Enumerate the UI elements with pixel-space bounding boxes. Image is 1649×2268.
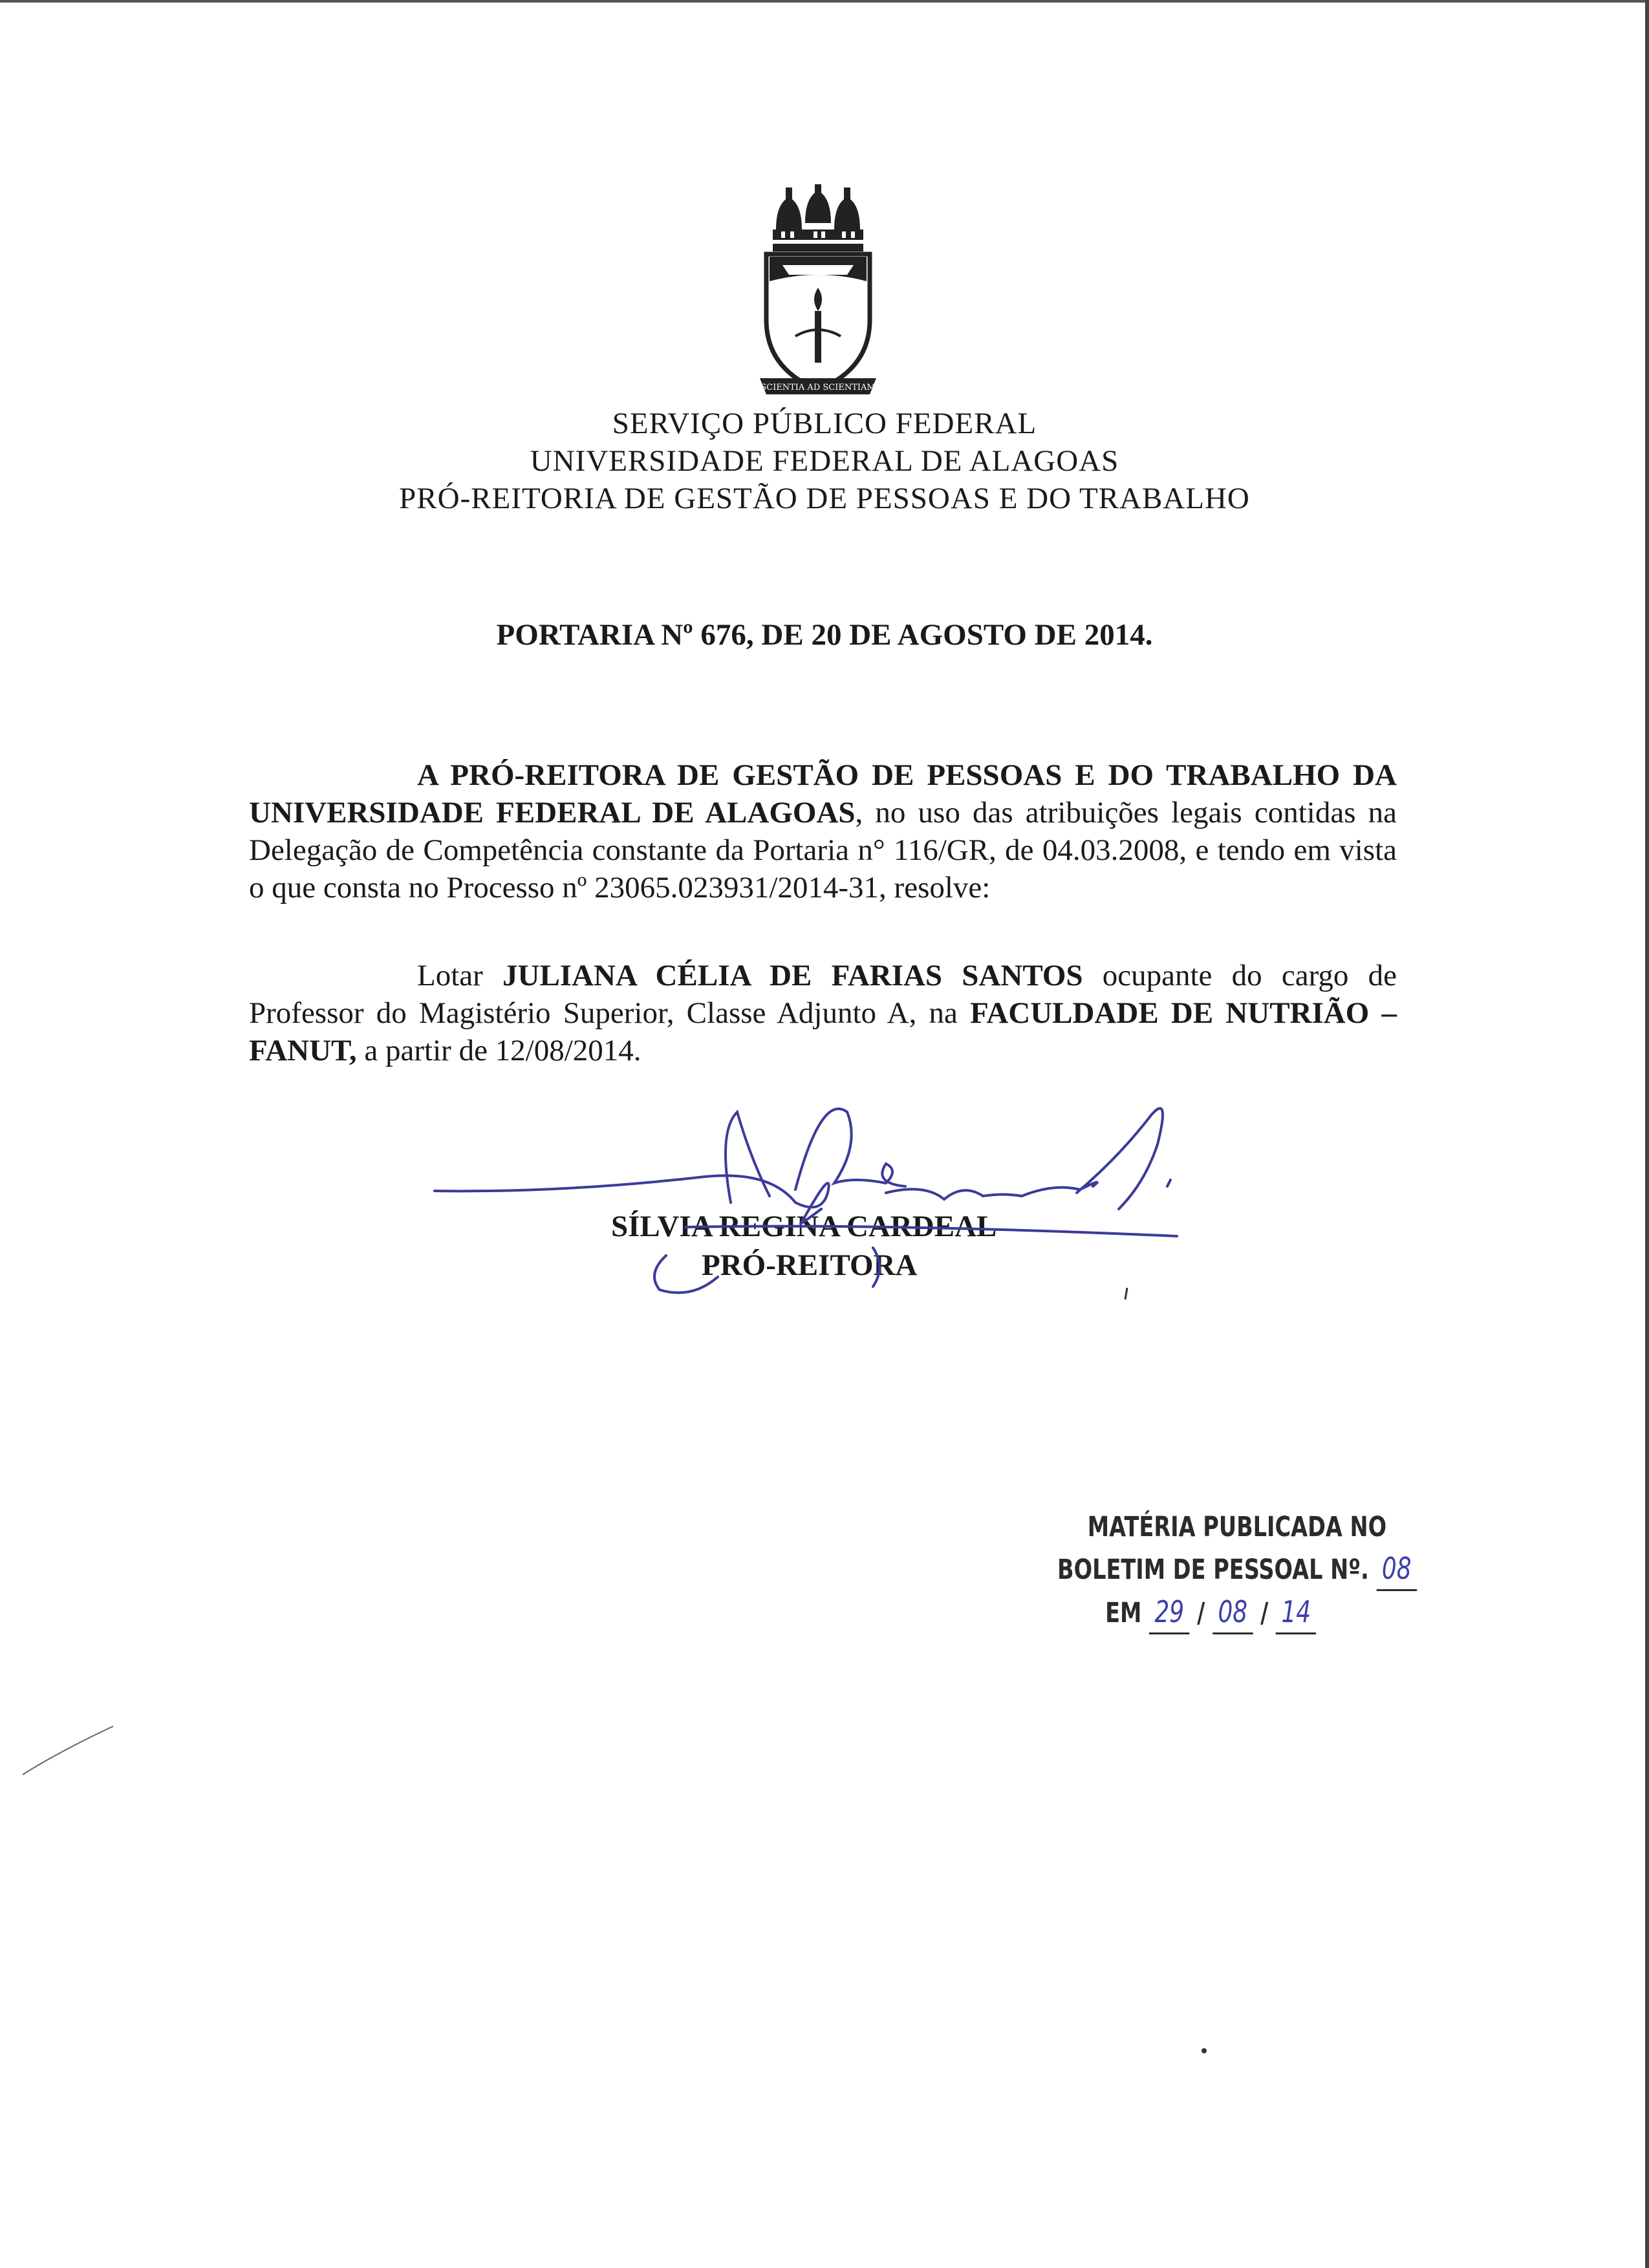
document-title: PORTARIA Nº 676, DE 20 DE AGOSTO DE 2014.: [496, 618, 1153, 652]
stamp-year: 14: [1276, 1591, 1316, 1634]
stamp-day: 29: [1149, 1591, 1189, 1634]
stamp-line-published: MATÉRIA PUBLICADA NO: [1087, 1511, 1387, 1543]
stamp-line-bulletin: [1057, 1548, 1412, 1591]
faculty-name: FACULDADE DE NUTRIÃO – FANUT,: [249, 996, 1397, 1067]
employee-name: JULIANA CÉLIA DE FARIAS SANTOS: [502, 959, 1083, 992]
bulletin-number: 08: [1377, 1548, 1417, 1591]
scan-mark: [19, 1713, 116, 1778]
publication-stamp: [1057, 1506, 1412, 1634]
preamble-authority: A PRÓ-REITORA DE GESTÃO DE PESSOAS E DO TRABALHO DA UNIVERSIDADE FEDERAL DE ALAGOAS: [249, 758, 1397, 829]
scan-speck: [1200, 2046, 1209, 2055]
scan-speck: [1122, 1287, 1131, 1302]
scan-edge-top: [0, 0, 1649, 3]
preamble-text: , no uso das atribuições legais contidas na Delegação de Competência constante da Portaria n° 116/GR, de 04.03.2008, e tendo em vista o que consta no Processo nº 23065.023931/2014-31, resolve:: [249, 796, 1397, 904]
resolution-text-3: a partir de 12/08/2014.: [356, 1034, 641, 1067]
stamp-line-date: EM 29 / 08 / 14: [1057, 1591, 1340, 1634]
header-line-service: SERVIÇO PÚBLICO FEDERAL: [612, 407, 1037, 440]
header-line-university: UNIVERSIDADE FEDERAL DE ALAGOAS: [530, 444, 1119, 478]
university-crest-logo: [757, 184, 879, 404]
scan-edge-right: [1645, 0, 1649, 2268]
signatory-role: PRÓ-REITORA: [702, 1248, 918, 1282]
stamp-month: 08: [1212, 1591, 1253, 1634]
header-line-department: PRÓ-REITORIA DE GESTÃO DE PESSOAS E DO TRABALHO: [399, 482, 1250, 515]
stamp-bulletin-label: BOLETIM DE PESSOAL Nº.: [1057, 1554, 1369, 1586]
paragraph-preamble: [249, 756, 1397, 906]
paragraph-resolution: [249, 957, 1397, 1069]
crest-motto: SCIENTIA AD SCIENTIAM: [760, 383, 876, 392]
resolution-text-2: ocupante do cargo de Professor do Magistério Superior, Classe Adjunto A, na: [249, 959, 1397, 1030]
resolution-text-1: Lotar: [417, 959, 503, 992]
handwritten-signature: [433, 1054, 1248, 1325]
signatory-name: SÍLVIA REGINA CARDEAL: [611, 1210, 997, 1243]
stamp-date-prefix: EM: [1105, 1597, 1142, 1629]
